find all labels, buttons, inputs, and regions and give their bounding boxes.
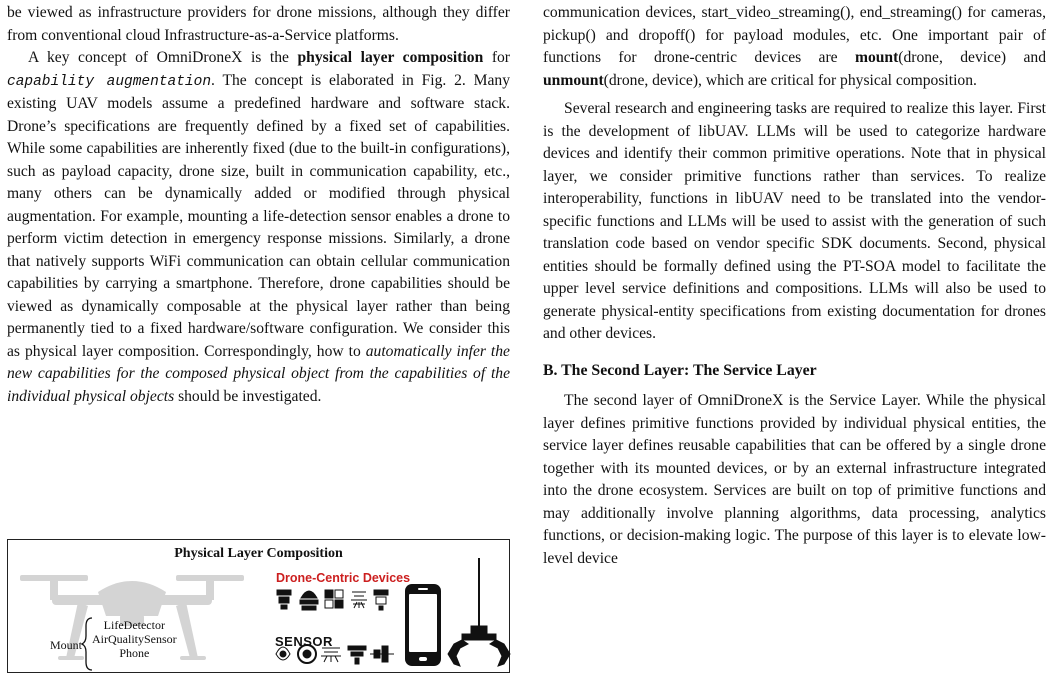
text-run: A key concept of OmniDroneX is the (28, 49, 298, 66)
figure-physical-layer-composition (7, 539, 510, 673)
mounted-devices-list (92, 618, 177, 660)
brace-icon (82, 618, 92, 670)
right-paragraph-3: The second layer of OmniDroneX is the Service Layer. While the physical layer defines primitive functions provided by individual physical entities, the service layer defines reusable capabilities that can be offered by a single drone together with its mounted devices, or by an external infrastructure integrated into the drone ecosystem. Services are built on top of primitive functions and may additionally involve planning algorithms, data processing, analytics functions, or decision-making logic. The purpose of this layer is to elevate low-level device (543, 392, 1046, 567)
gripper-icon (448, 558, 510, 666)
drone-centric-devices-label: Drone-Centric Devices (276, 571, 411, 585)
sensor-label: SENSOR (275, 634, 333, 649)
left-paragraph-2 (7, 47, 510, 408)
sensor-icon-1 (277, 590, 291, 609)
sensor-icon-5 (374, 590, 388, 610)
text-run: communication devices, start_video_streaming(), end_streaming() for cameras, pickup() and dropoff() for payload modules, etc. One important pair of functions for drone-centric devices are (543, 4, 1046, 66)
device-label-phone: Phone (119, 646, 150, 660)
italic-phrase: automatically infer the new capabilities for the composed physical object from the capabilities of the individual physical objects (7, 342, 510, 405)
left-column (7, 2, 510, 408)
sensor-icon-8 (321, 648, 341, 662)
sensor-icon-3 (325, 590, 343, 608)
text-run: for (483, 49, 510, 66)
text-run: should be investigated. (174, 387, 322, 405)
bold-function-unmount: unmount (543, 71, 604, 89)
sensor-icon-9 (348, 646, 366, 664)
right-paragraph-2: Several research and engineering tasks are required to realize this layer. First is the development of libUAV. LLMs will be used to categorize hardware devices and identify their common primitive operations. Note that in physical layer, we consider primitive functions rather than services. To realize interoperability, functions in libUAV need to be translated into the vendor-specific functions and LLMs will be used to assist with the generation of such translation code based on vendor specific SDK documents. Second, physical entities should be formally defined using the PT-SOA model to facilitate the upper level service definitions and compositions. LLMs will also be used to generate physical-entity specifications from existing documentation for drones and other devices. (543, 100, 1046, 342)
mount-label: Mount (50, 638, 83, 652)
section-heading: B. The Second Layer: The Service Layer (543, 361, 817, 379)
smartphone-icon (405, 584, 441, 666)
text-run: (drone, device), which are critical for physical composition. (603, 71, 977, 89)
sensor-icon-2 (300, 591, 318, 610)
sensor-icon-10 (370, 646, 394, 662)
right-column (543, 2, 1046, 570)
device-icons-top-row (277, 590, 388, 610)
figure-illustration (8, 540, 511, 674)
text-run: . The concept is elaborated in Fig. 2. Many existing UAV models assume a predefined hardware and software stack. Drone’s specifications are frequently defined by a fixed set of capabilities. While some capabilities are inherently fixed (due to the built-in configurations), such as payload capacity, drone size, built in communication capability, etc., many others can be dynamically added or modified through physical augmentation. For example, mounting a life-detection sensor enables a drone to perform victim detection in emergency response missions. Similarly, a drone that natively supports WiFi communication can obtain cellular communication capabilities by carrying a smartphone. Therefore, drone capabilities should be viewed as dynamically composable at the physical layer rather than being permanently tied to a fixed hardware/software configuration. We consider this as physical layer composition. Correspondingly, how to (7, 71, 510, 360)
device-label-airqualitysensor: AirQualitySensor (92, 632, 177, 646)
sensor-icon-4 (351, 592, 367, 608)
text-run: (drone, device) and (898, 49, 1047, 66)
figure-title: Physical Layer Composition (174, 546, 343, 561)
bold-term: physical layer composition (297, 49, 484, 66)
right-paragraph-1 (543, 2, 1046, 92)
bold-function-mount: mount (854, 49, 899, 66)
left-paragraph-1: be viewed as infrastructure providers for drone missions, although they differ from conventional cloud Infrastructure-as-a-Service platforms. (7, 4, 510, 44)
mono-term: capability augmentation (7, 73, 212, 90)
device-label-lifedetector: LifeDetector (103, 618, 165, 632)
